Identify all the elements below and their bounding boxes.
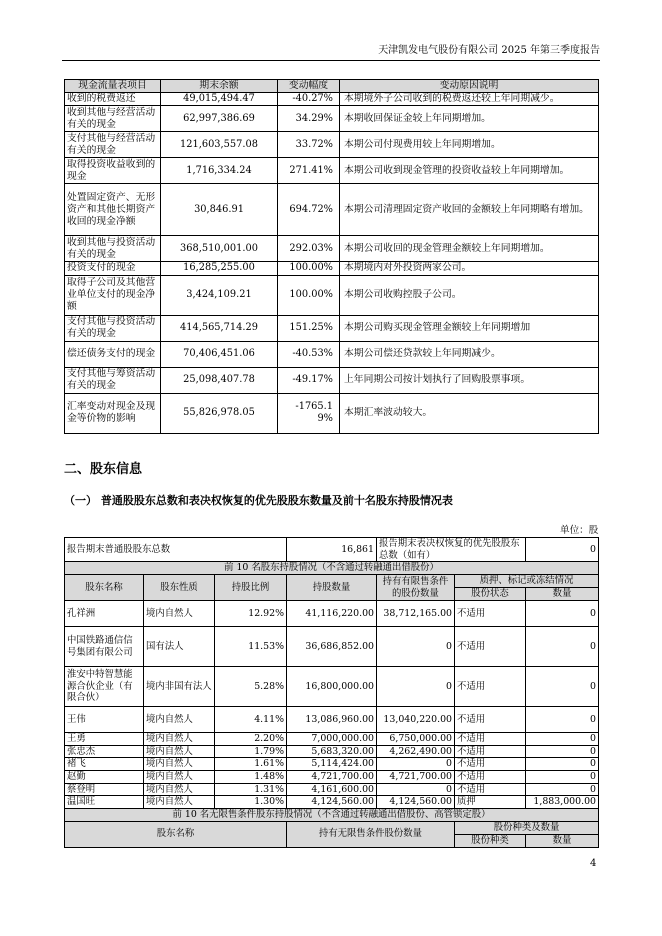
cashflow-header-2: 变动幅度 — [278, 80, 340, 93]
un-col-name: 股东名称 — [65, 821, 287, 847]
shareholder-restricted: 4,262,490.00 — [377, 745, 455, 758]
shareholder-row — [65, 745, 599, 758]
cashflow-item: 收到其他与经营活动有关的现金 — [65, 106, 161, 132]
cashflow-item: 投资支付的现金 — [65, 262, 161, 275]
shareholder-name: 淮安中特智慧能源合伙企业（有限合伙） — [65, 667, 144, 707]
un-col-type: 股份种类 — [455, 834, 526, 847]
shareholder-ratio: 1.79% — [215, 745, 287, 758]
cashflow-row — [65, 106, 599, 132]
shareholder-restricted: 4,721,700.00 — [377, 770, 455, 783]
cashflow-header-3: 变动原因说明 — [340, 80, 599, 93]
preferred-shareholders-value: 0 — [526, 538, 599, 562]
shareholder-row — [65, 601, 599, 627]
cashflow-change: -40.53% — [278, 341, 340, 367]
cashflow-reason: 本期公司付现费用较上年同期增加。 — [340, 132, 599, 158]
cashflow-reason: 本期公司收到现金管理的投资收益较上年同期增加。 — [340, 158, 599, 184]
shareholder-status: 不适用 — [455, 733, 526, 746]
cashflow-reason: 本期公司收回的现金管理金额较上年同期增加。 — [340, 236, 599, 262]
shareholder-count: 0 — [526, 733, 599, 746]
shareholder-qty: 5,114,424.00 — [287, 758, 377, 771]
col-name: 股东名称 — [65, 575, 144, 601]
shareholder-ratio: 11.53% — [215, 627, 287, 667]
shareholder-restricted: 38,712,165.00 — [377, 601, 455, 627]
cashflow-table — [64, 79, 599, 434]
cashflow-header-0: 现金流量表项目 — [65, 80, 161, 93]
cashflow-change: 271.41% — [278, 158, 340, 184]
shareholder-restricted: 13,040,220.00 — [377, 707, 455, 733]
shareholder-qty: 4,161,600.00 — [287, 783, 377, 796]
cashflow-row — [65, 93, 599, 106]
shareholder-row — [65, 667, 599, 707]
cashflow-amount: 30,846.91 — [161, 184, 278, 236]
shareholder-nature: 境内自然人 — [144, 707, 215, 733]
shareholder-qty: 36,686,852.00 — [287, 627, 377, 667]
total-shareholders-label: 报告期末普通股股东总数 — [65, 538, 287, 562]
shareholder-restricted: 0 — [377, 758, 455, 771]
col-pledge: 质押、标记或冻结情况 — [455, 575, 599, 588]
col-status: 股份状态 — [455, 588, 526, 601]
shareholder-nature: 境内自然人 — [144, 770, 215, 783]
cashflow-item: 处置固定资产、无形资产和其他长期资产收回的现金净额 — [65, 184, 161, 236]
shareholder-nature: 境内自然人 — [144, 733, 215, 746]
cashflow-reason: 本期境内对外投资两家公司。 — [340, 262, 599, 275]
cashflow-item: 支付其他与筹资活动有关的现金 — [65, 367, 161, 393]
shareholder-count: 0 — [526, 745, 599, 758]
shareholder-status: 不适用 — [455, 667, 526, 707]
shareholder-qty: 4,124,560.00 — [287, 796, 377, 809]
shareholder-name: 赵勤 — [65, 770, 144, 783]
cashflow-item: 收到其他与投资活动有关的现金 — [65, 236, 161, 262]
cashflow-reason: 本期公司收购控股子公司。 — [340, 275, 599, 315]
shareholder-qty: 16,800,000.00 — [287, 667, 377, 707]
shareholder-ratio: 1.48% — [215, 770, 287, 783]
shareholder-name: 中国铁路通信信号集团有限公司 — [65, 627, 144, 667]
shareholder-name: 蔡登明 — [65, 783, 144, 796]
cashflow-item: 取得投资收益收到的现金 — [65, 158, 161, 184]
shareholder-ratio: 1.30% — [215, 796, 287, 809]
shareholder-nature: 国有法人 — [144, 627, 215, 667]
shareholder-row — [65, 758, 599, 771]
preferred-shareholders-label: 报告期末表决权恢复的优先股股东总数（如有） — [377, 538, 526, 562]
cashflow-amount: 25,098,407.78 — [161, 367, 278, 393]
shareholder-nature: 境内非国有法人 — [144, 667, 215, 707]
shareholder-name: 王勇 — [65, 733, 144, 746]
shareholder-status: 质押 — [455, 796, 526, 809]
cashflow-row — [65, 367, 599, 393]
col-nature: 股东性质 — [144, 575, 215, 601]
shareholder-nature: 境内自然人 — [144, 783, 215, 796]
cashflow-change: -49.17% — [278, 367, 340, 393]
shareholder-count: 0 — [526, 667, 599, 707]
shareholder-name: 褚飞 — [65, 758, 144, 771]
shareholder-qty: 13,086,960.00 — [287, 707, 377, 733]
shareholder-status: 不适用 — [455, 770, 526, 783]
cashflow-amount: 55,826,978.05 — [161, 393, 278, 433]
cashflow-reason: 本期公司偿还贷款较上年同期减少。 — [340, 341, 599, 367]
cashflow-item: 偿还债务支付的现金 — [65, 341, 161, 367]
cashflow-row — [65, 132, 599, 158]
cashflow-item: 支付其他与经营活动有关的现金 — [65, 132, 161, 158]
total-shareholders-value: 16,861 — [287, 538, 377, 562]
shareholder-qty: 41,116,220.00 — [287, 601, 377, 627]
shareholder-restricted: 0 — [377, 783, 455, 796]
shareholder-row — [65, 783, 599, 796]
shareholder-ratio: 12.92% — [215, 601, 287, 627]
shareholder-name: 温国旺 — [65, 796, 144, 809]
cashflow-amount: 62,997,386.69 — [161, 106, 278, 132]
cashflow-row — [65, 315, 599, 341]
shareholder-count: 0 — [526, 601, 599, 627]
page-header — [62, 44, 600, 61]
unit-label: 单位：股 — [560, 525, 599, 536]
shareholder-status: 不适用 — [455, 627, 526, 667]
col-count: 数量 — [526, 588, 599, 601]
col-ratio: 持股比例 — [215, 575, 287, 601]
cashflow-row — [65, 341, 599, 367]
cashflow-row — [65, 158, 599, 184]
shareholder-status: 不适用 — [455, 707, 526, 733]
shareholder-count: 0 — [526, 783, 599, 796]
shareholder-name: 王伟 — [65, 707, 144, 733]
cashflow-amount: 70,406,451.06 — [161, 341, 278, 367]
cashflow-row — [65, 236, 599, 262]
page-number: 4 — [590, 858, 597, 869]
cashflow-change: -40.27% — [278, 93, 340, 106]
col-qty: 持股数量 — [287, 575, 377, 601]
shareholder-row — [65, 770, 599, 783]
section-subtitle: （一） 普通股股东总数和表决权恢复的优先股股东数量及前十名股东持股情况表 — [64, 494, 453, 507]
shareholder-status: 不适用 — [455, 783, 526, 796]
cashflow-amount: 1,716,334.24 — [161, 158, 278, 184]
shareholder-name: 孔祥洲 — [65, 601, 144, 627]
cashflow-amount: 16,285,255.00 — [161, 262, 278, 275]
report-title: 天津凯发电气股份有限公司 2025 年第三季度报告 — [378, 45, 600, 56]
unrestricted-title: 前 10 名无限售条件股东持股情况（不含通过转融通出借股份、高管锁定股） — [65, 808, 599, 821]
shareholder-count: 1,883,000.00 — [526, 796, 599, 809]
cashflow-reason: 上年同期公司按计划执行了回购股票事项。 — [340, 367, 599, 393]
shareholder-qty: 5,683,320.00 — [287, 745, 377, 758]
shareholder-nature: 境内自然人 — [144, 745, 215, 758]
cashflow-item: 取得子公司及其他营业单位支付的现金净额 — [65, 275, 161, 315]
shareholder-qty: 7,000,000.00 — [287, 733, 377, 746]
shareholder-ratio: 1.61% — [215, 758, 287, 771]
shareholder-count: 0 — [526, 770, 599, 783]
shareholder-count: 0 — [526, 758, 599, 771]
cashflow-header-1: 期末余额 — [161, 80, 278, 93]
shareholder-nature: 境内自然人 — [144, 796, 215, 809]
col-restricted: 持有有限售条件的股份数量 — [377, 575, 455, 601]
shareholder-nature: 境内自然人 — [144, 758, 215, 771]
shareholder-count: 0 — [526, 627, 599, 667]
shareholder-restricted: 0 — [377, 627, 455, 667]
un-col-qty: 持有无限售条件股份数量 — [287, 821, 455, 847]
shareholder-ratio: 2.20% — [215, 733, 287, 746]
cashflow-reason: 本期汇率波动较大。 — [340, 393, 599, 433]
cashflow-amount: 3,424,109.21 — [161, 275, 278, 315]
shareholder-row — [65, 707, 599, 733]
cashflow-reason: 本期公司购买现金管理金额较上年同期增加 — [340, 315, 599, 341]
cashflow-change: 292.03% — [278, 236, 340, 262]
shareholder-restricted: 6,750,000.00 — [377, 733, 455, 746]
cashflow-change: 100.00% — [278, 262, 340, 275]
shareholder-ratio: 5.28% — [215, 667, 287, 707]
shareholder-count: 0 — [526, 707, 599, 733]
un-col-kind: 股份种类及数量 — [455, 821, 599, 834]
cashflow-reason: 本期境外子公司收到的税费返还较上年同期减少。 — [340, 93, 599, 106]
shareholder-row — [65, 733, 599, 746]
shareholder-status: 不适用 — [455, 745, 526, 758]
cashflow-reason: 本期收回保证金较上年同期增加。 — [340, 106, 599, 132]
cashflow-item: 支付其他与投资活动有关的现金 — [65, 315, 161, 341]
cashflow-change: 33.72% — [278, 132, 340, 158]
shareholder-restricted: 0 — [377, 667, 455, 707]
un-col-count: 数量 — [526, 834, 599, 847]
shareholder-row — [65, 627, 599, 667]
cashflow-amount: 49,015,494.47 — [161, 93, 278, 106]
shareholder-name: 张忠杰 — [65, 745, 144, 758]
cashflow-row — [65, 184, 599, 236]
cashflow-row — [65, 262, 599, 275]
cashflow-change: -1765.19% — [278, 393, 340, 433]
shareholder-ratio: 1.31% — [215, 783, 287, 796]
shareholder-qty: 4,721,700.00 — [287, 770, 377, 783]
shareholder-row — [65, 796, 599, 809]
shareholder-restricted: 4,124,560.00 — [377, 796, 455, 809]
shareholder-table — [64, 537, 599, 848]
cashflow-row — [65, 275, 599, 315]
shareholder-nature: 境内自然人 — [144, 601, 215, 627]
cashflow-change: 694.72% — [278, 184, 340, 236]
cashflow-change: 100.00% — [278, 275, 340, 315]
cashflow-item: 收到的税费返还 — [65, 93, 161, 106]
cashflow-amount: 121,603,557.08 — [161, 132, 278, 158]
shareholder-status: 不适用 — [455, 758, 526, 771]
cashflow-change: 151.25% — [278, 315, 340, 341]
cashflow-row — [65, 393, 599, 433]
cashflow-item: 汇率变动对现金及现金等价物的影响 — [65, 393, 161, 433]
cashflow-amount: 414,565,714.29 — [161, 315, 278, 341]
shareholder-ratio: 4.11% — [215, 707, 287, 733]
shareholder-status: 不适用 — [455, 601, 526, 627]
section-title: 二、股东信息 — [64, 462, 143, 477]
cashflow-reason: 本期公司清理固定资产收回的金额较上年同期略有增加。 — [340, 184, 599, 236]
cashflow-change: 34.29% — [278, 106, 340, 132]
top10-title: 前 10 名股东持股情况（不含通过转融通出借股份） — [65, 562, 599, 575]
cashflow-amount: 368,510,001.00 — [161, 236, 278, 262]
